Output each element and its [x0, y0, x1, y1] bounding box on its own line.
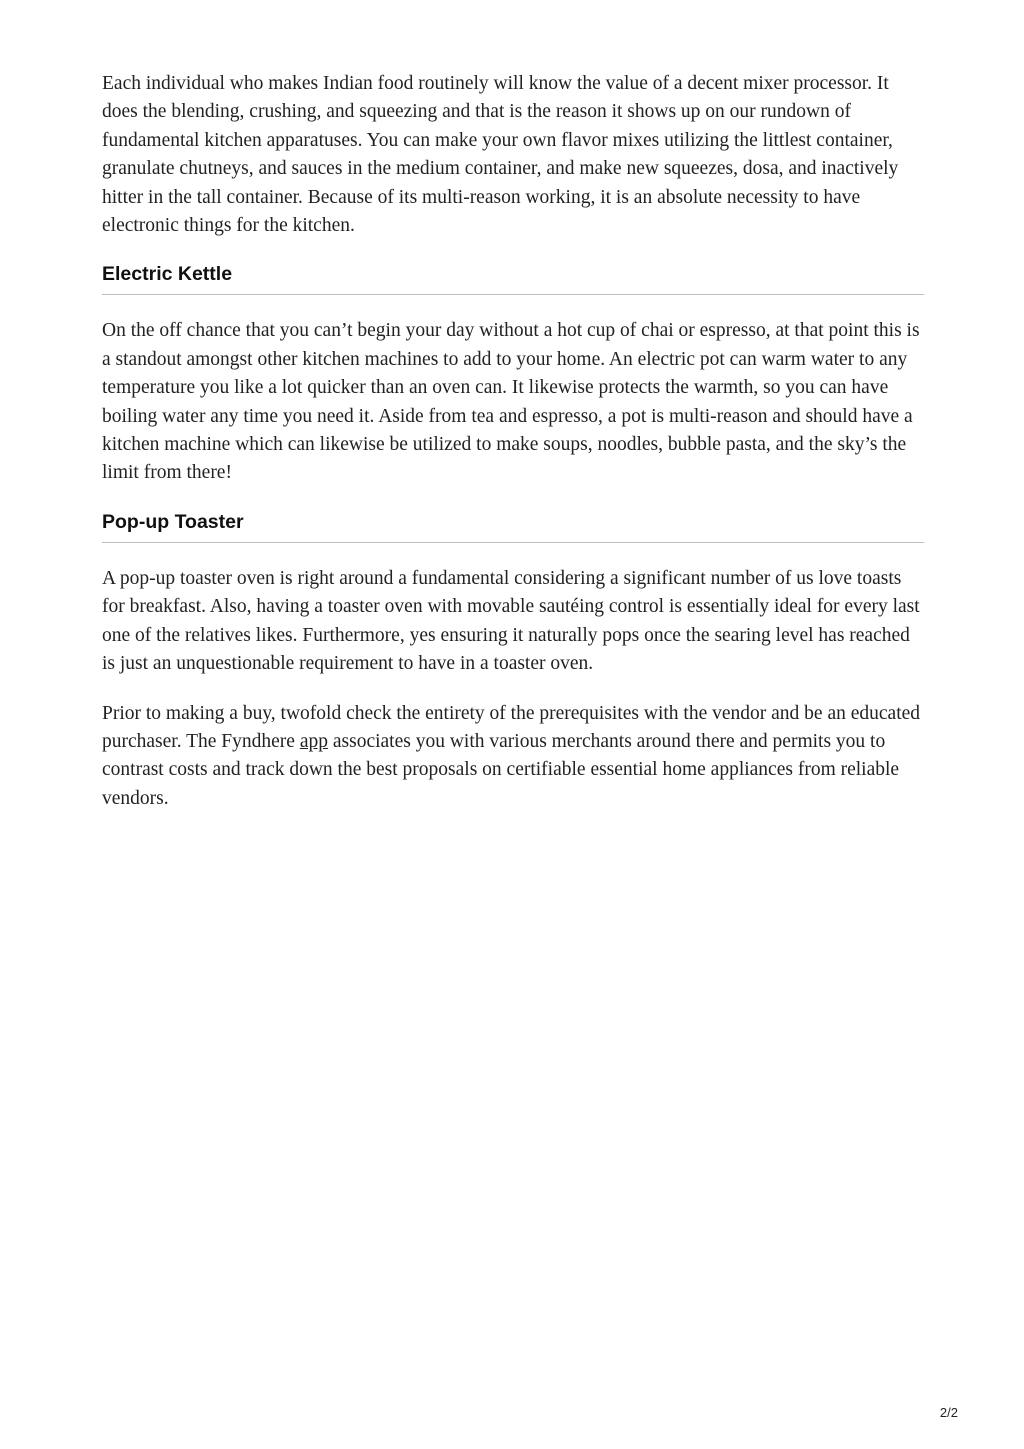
intro-paragraph: Each individual who makes Indian food routinely will know the value of a decent mixer processor. It does the blending, crushing, and squeezing and that is the reason it shows up on our rundown of fundamental kitchen apparatuses. You can make your own flavor mixes utilizing the littlest container, granulate chutneys, and sauces in the medium container, and make new squeezes, dosa, and inactively hitter in the tall container. Because of its multi-reason working, it is an absolute necessity to have electronic things for the kitchen. [102, 73, 899, 237]
document-body [102, 70, 924, 834]
closing-text-after-link: associates you with various merchants around there and permits you to contrast costs and track down the best proposals on certifiable essential home appliances from reliable vendors. [102, 730, 900, 809]
section-heading-pop-up-toaster: Pop-up Toaster [102, 509, 924, 543]
page-number: 2/2 [939, 1405, 958, 1420]
section-pop-up-toaster [102, 509, 924, 679]
app-link[interactable]: app [299, 730, 328, 752]
section-electric-kettle [102, 261, 924, 487]
section-paragraph-electric-kettle: On the off chance that you can’t begin your day without a hot cup of chai or espresso, at that point this is a standout amongst other kitchen machines to add to your home. An electric pot can warm water to any temperature you like a lot quicker than an oven can. It likewise protects the warmth, so you can have boiling water any time you need it. Aside from tea and espresso, a pot is multi-reason and should have a kitchen machine which can likewise be utilized to make soups, noodles, bubble pasta, and the sky’s the limit from there! [102, 320, 920, 484]
section-heading-electric-kettle: Electric Kettle [102, 261, 924, 295]
closing-paragraph [102, 700, 924, 814]
section-paragraph-pop-up-toaster: A pop-up toaster oven is right around a fundamental considering a significant number of us love toasts for breakfast. Also, having a toaster oven with movable sautéing control is essentially ideal for every last one of the relatives likes. Furthermore, yes ensuring it naturally pops once the searing level has reached is just an unquestionable requirement to have in a toaster oven. [102, 567, 920, 675]
closing-text-before-link: Prior to making a buy, twofold check the entirety of the prerequisites with the vendor and be an educated purchaser. The Fyndhere [102, 702, 921, 752]
